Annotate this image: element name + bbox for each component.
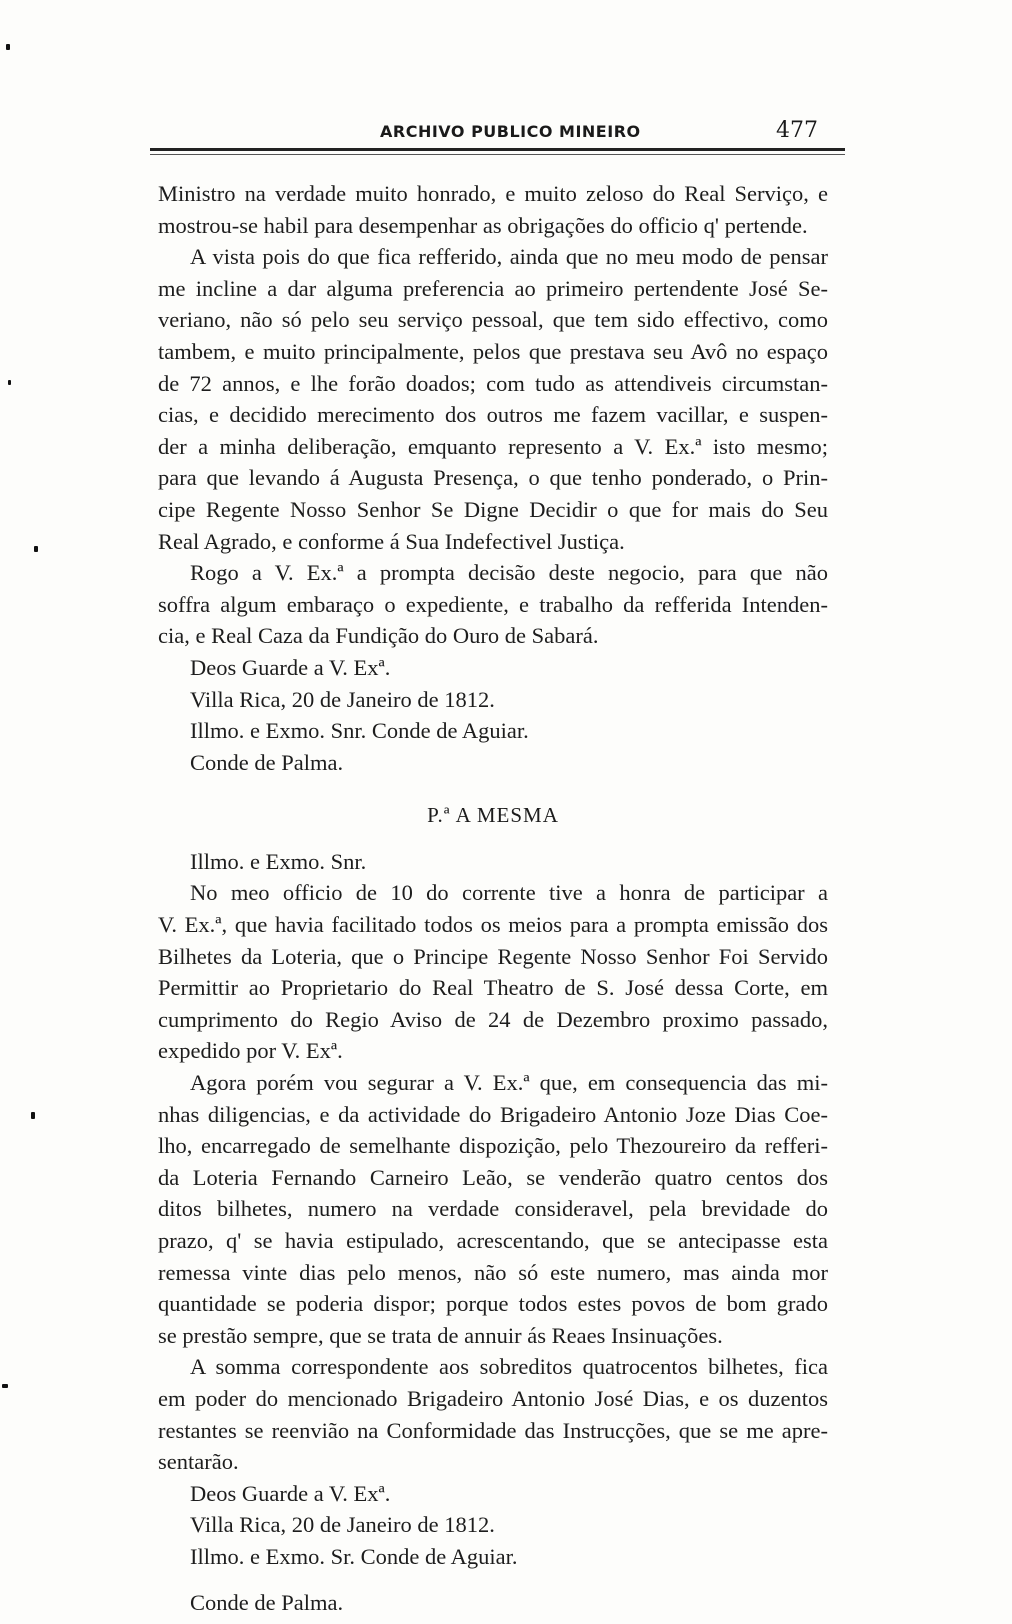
closing-greeting: Deos Guarde a V. Exª. bbox=[190, 1480, 391, 1506]
salutation: Illmo. e Exmo. Snr. bbox=[190, 848, 367, 874]
closing-place-date: Villa Rica, 20 de Janeiro de 1812. bbox=[190, 686, 495, 712]
text-line: nhas diligencias, e da actividade do Brigadeiro Antonio Joze Dias Coe- bbox=[158, 1101, 828, 1127]
text-line: ditos bilhetes, numero na verdade consideravel, pela brevidade do bbox=[158, 1196, 828, 1222]
text-line: A somma correspondente aos sobreditos quatrocentos bilhetes, fica bbox=[190, 1354, 828, 1380]
header-rule bbox=[150, 148, 845, 151]
text-line: de 72 annos, e lhe forão doados; com tudo as attendiveis circumstan- bbox=[158, 370, 828, 396]
text-line: em poder do mencionado Brigadeiro Antonio José Dias, e os duzentos bbox=[158, 1385, 828, 1411]
text-line: cipe Regente Nosso Senhor Se Digne Decidir o que for mais do Seu bbox=[158, 496, 828, 522]
text-line: Agora porém vou segurar a V. Ex.ª que, em consequencia das mi- bbox=[190, 1070, 828, 1096]
text-line: No meo officio de 10 do corrente tive a honra de participar a bbox=[190, 880, 828, 906]
text-line: V. Ex.ª, que havia facilitado todos os meios para a prompta emissão dos bbox=[158, 912, 828, 938]
text-line: Permittir ao Proprietario do Real Theatro de S. José dessa Corte, em bbox=[158, 975, 828, 1001]
closing-addressee: Illmo. e Exmo. Sr. Conde de Aguiar. bbox=[190, 1543, 518, 1569]
closing-greeting: Deos Guarde a V. Exª. bbox=[190, 654, 391, 680]
text-line: para que levando á Augusta Presença, o que tenho ponderado, o Prin- bbox=[158, 465, 828, 491]
text-line: me incline a dar alguma preferencia ao primeiro pertendente José Se- bbox=[158, 275, 828, 301]
body-text bbox=[158, 178, 828, 1618]
header-rule-thin bbox=[150, 154, 845, 155]
text-line: soffra algum embaraço o expediente, e trabalho da refferida Intenden- bbox=[158, 591, 828, 617]
text-line: sentarão. bbox=[158, 1449, 239, 1475]
text-line: Ministro na verdade muito honrado, e muito zeloso do Real Serviço, e bbox=[158, 181, 828, 206]
text-line: expedido por V. Exª. bbox=[158, 1038, 343, 1064]
text-line: cia, e Real Caza da Fundição do Ouro de Sabará. bbox=[158, 623, 599, 649]
text-line: veriano, não só pelo seu serviço pessoal, que tem sido effectivo, como bbox=[158, 307, 828, 333]
running-title: ARCHIVO PUBLICO MINEIRO bbox=[380, 122, 641, 141]
text-line: der a minha deliberação, emquanto represento a V. Ex.ª isto mesmo; bbox=[158, 433, 828, 459]
closing-addressee: Illmo. e Exmo. Snr. Conde de Aguiar. bbox=[190, 718, 529, 744]
text-line: da Loteria Fernando Carneiro Leão, se venderão quatro centos dos bbox=[158, 1164, 828, 1190]
text-line: se prestão sempre, que se trata de annuir ás Reaes Insinuações. bbox=[158, 1322, 723, 1348]
text-line: Rogo a V. Ex.ª a prompta decisão deste negocio, para que não bbox=[190, 560, 828, 586]
signature: Conde de Palma. bbox=[190, 749, 344, 775]
closing-place-date: Villa Rica, 20 de Janeiro de 1812. bbox=[190, 1512, 495, 1538]
text-line: cumprimento do Regio Aviso de 24 de Dezembro proximo passado, bbox=[158, 1006, 828, 1032]
text-line: tambem, e muito principalmente, pelos que prestava seu Avô no espaço bbox=[158, 338, 828, 364]
text-line: prazo, q' se havia estipulado, acrescentando, que se antecipasse esta bbox=[158, 1228, 828, 1253]
text-line: Real Agrado, e conforme á Sua Indefectivel Justiça. bbox=[158, 528, 625, 554]
text-line: remessa vinte dias pelo menos, não só este numero, mas ainda mor bbox=[158, 1259, 828, 1285]
page-number: 477 bbox=[776, 118, 818, 143]
text-line: mostrou-se habil para desempenhar as obrigações do officio q' pertende. bbox=[158, 212, 808, 238]
section-heading: P.ª A MESMA bbox=[427, 803, 559, 828]
signature: Conde de Palma. bbox=[190, 1589, 344, 1615]
text-line: A vista pois do que fica refferido, ainda que no meu modo de pensar bbox=[190, 244, 828, 270]
text-line: cias, e decidido merecimento dos outros me fazem vacillar, e suspen- bbox=[158, 402, 828, 428]
text-line: restantes se reenvião na Conformidade das Instrucções, que se me apre- bbox=[158, 1417, 828, 1443]
text-line: quantidade se poderia dispor; porque todos estes povos de bom grado bbox=[158, 1291, 828, 1317]
text-line: lho, encarregado de semelhante dispozição, pelo Thezoureiro da refferi- bbox=[158, 1133, 828, 1159]
text-line: Bilhetes da Loteria, que o Principe Regente Nosso Senhor Foi Servido bbox=[158, 943, 828, 969]
page-header bbox=[150, 118, 840, 148]
